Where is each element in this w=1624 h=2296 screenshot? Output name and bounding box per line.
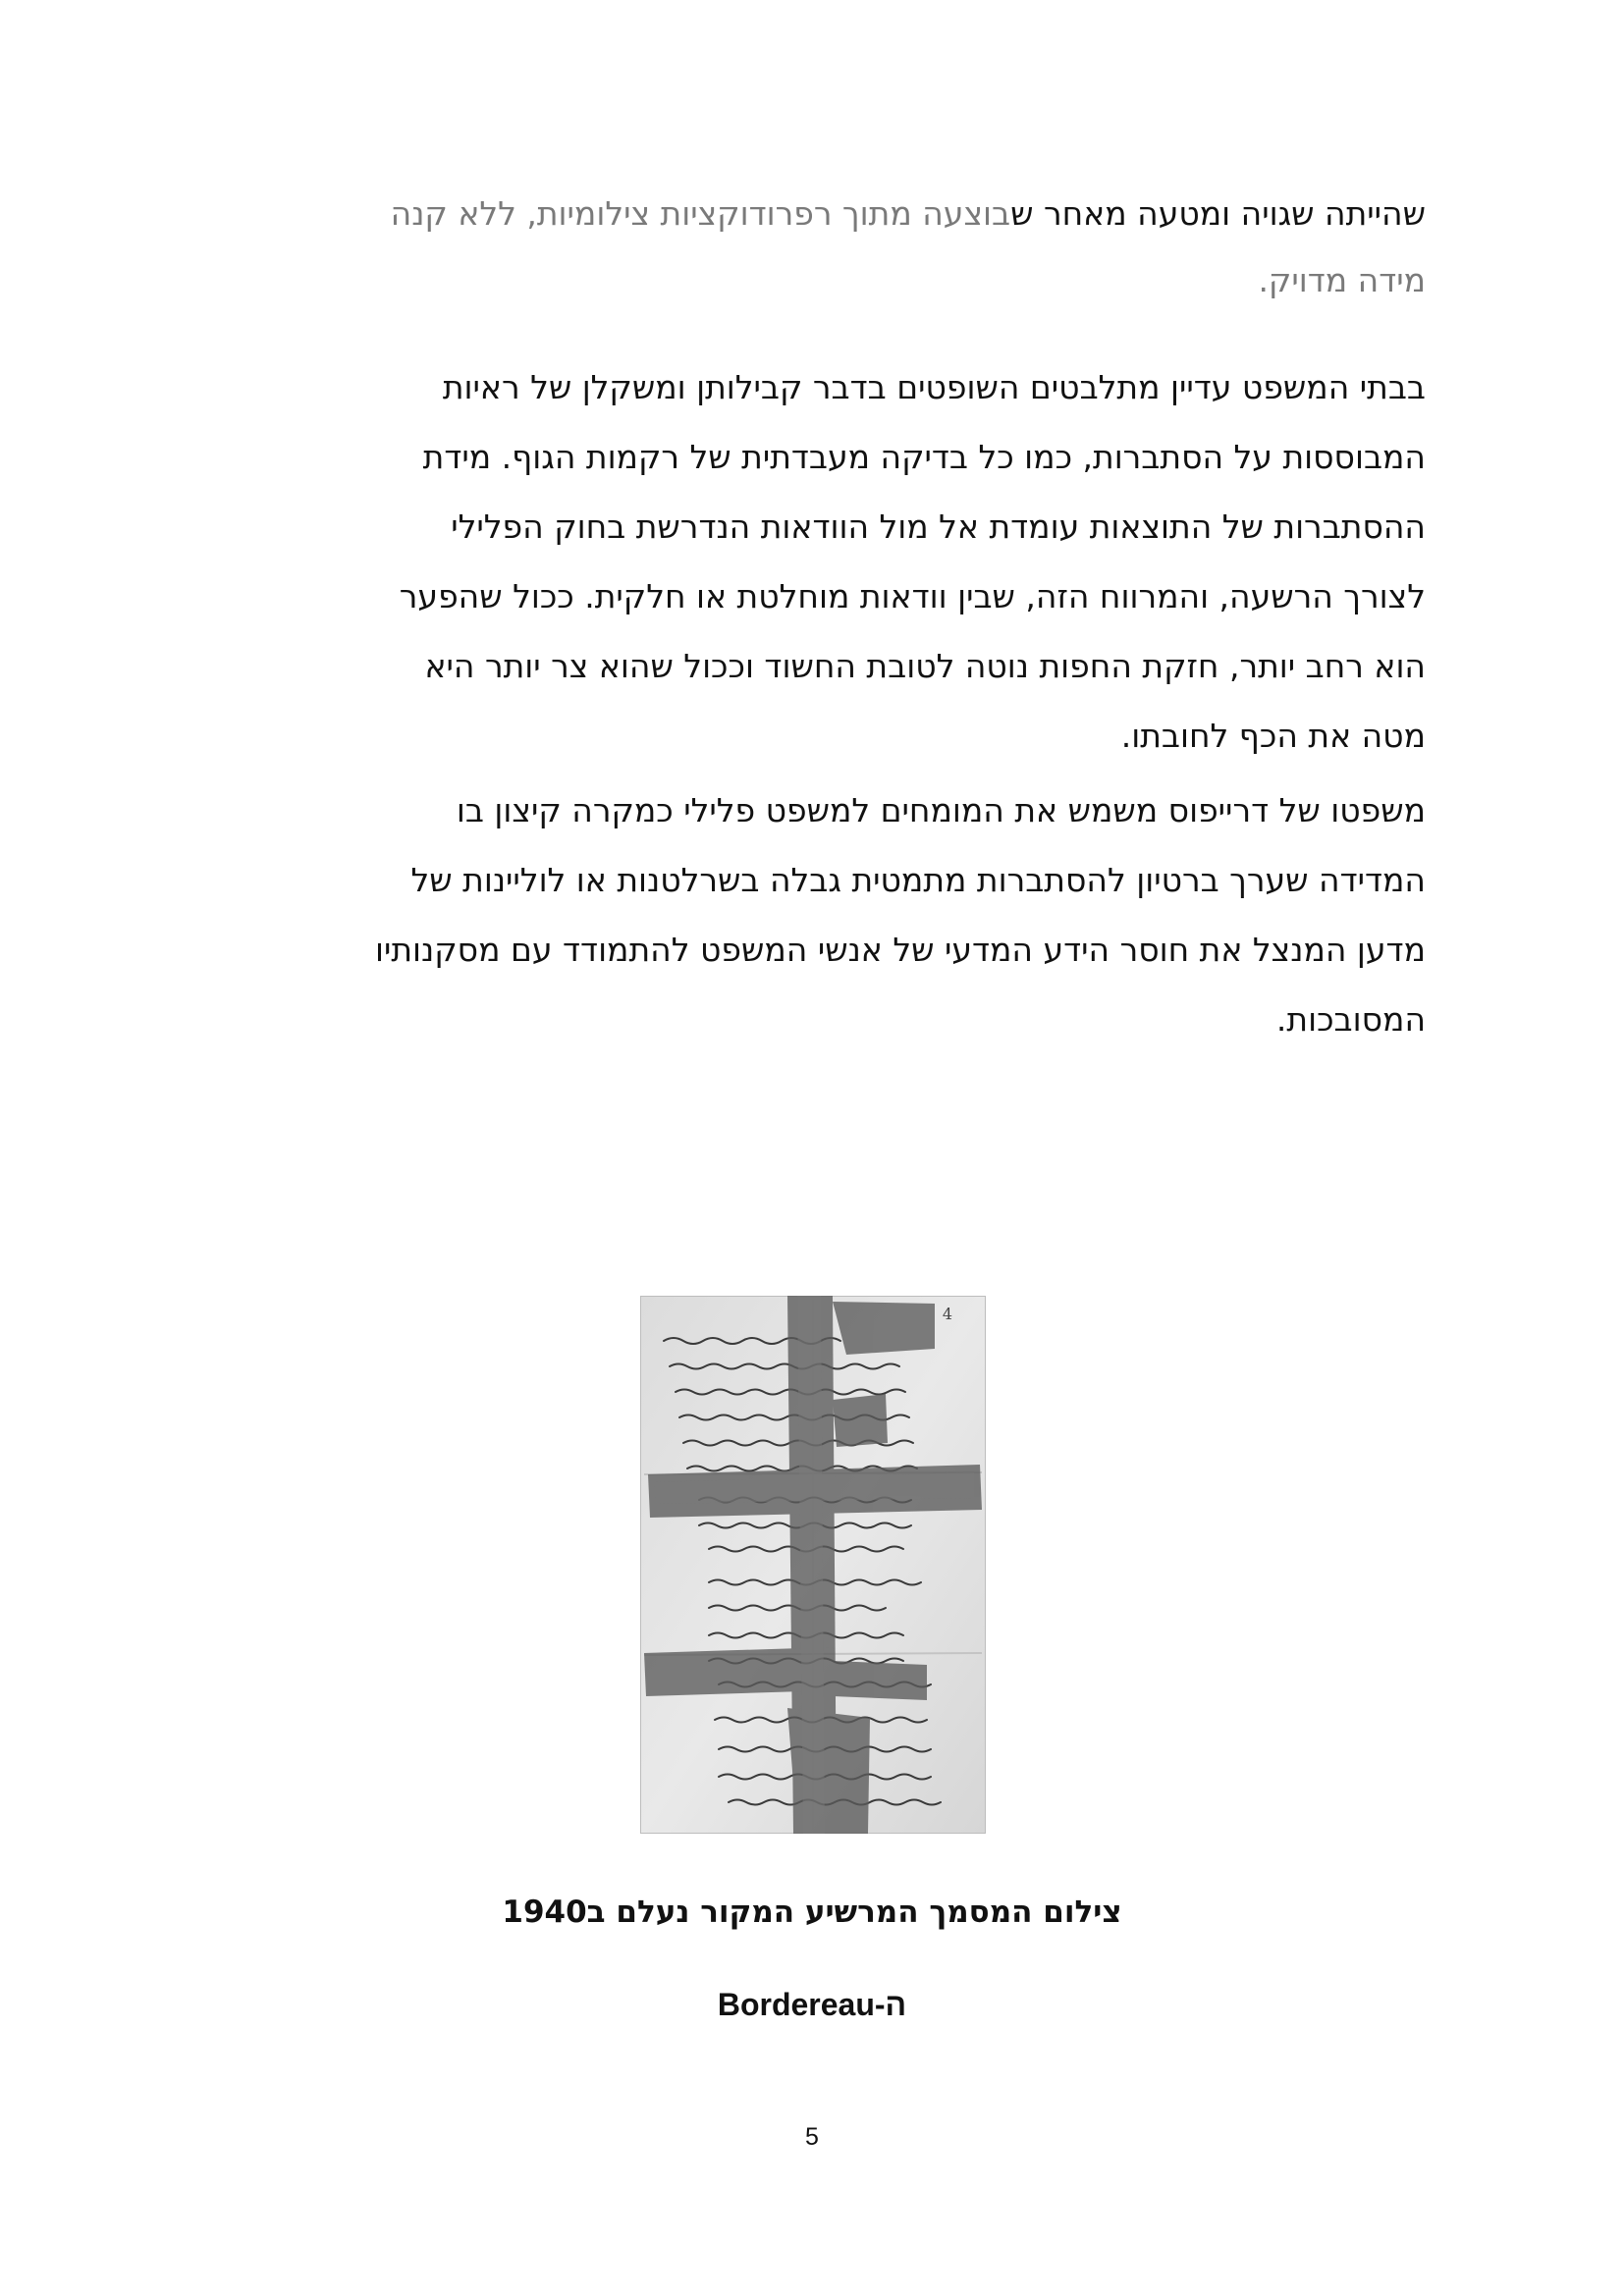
paragraph-probability [196, 352, 1426, 771]
paragraph-dreyfus [196, 775, 1426, 1054]
intro-line-1-gray: בוצעה מתוך רפרודוקציות צילומיות, ללא קנה [390, 194, 1011, 233]
paragraph-line: בבתי המשפט עדיין מתלבטים השופטים בדבר קבילותן ומשקלן של ראיות [442, 368, 1426, 406]
intro-paragraph [196, 181, 1426, 314]
paragraph-line: המדידה שערך ברטיון להסתברות מתמטית גבלה בשרלטנות או לוליינות של [410, 861, 1426, 899]
figure-caption: צילום המסמך המרשיע המקור נעלם ב1940 [502, 1895, 1122, 1930]
paragraph-line: לצורך הרשעה, והמרווח הזה, שבין וודאות מוחלטת או חלקית. ככול שהפער [399, 577, 1426, 615]
intro-line-2: מידה מדויק. [1258, 261, 1426, 299]
paragraph-line: ההסתברות של התוצאות עומדת אל מול הוודאות הנדרשת בחוק הפלילי [451, 507, 1426, 546]
paragraph-line: הוא רחב יותר, חזקת החפות נוטה לטובת החשוד וככול שהוא צר יותר היא [424, 647, 1426, 685]
intro-line-1 [196, 181, 1426, 247]
intro-line-1-dark: שהייתה שגויה ומטעה מאחר ש [1010, 194, 1426, 233]
bordereau-photo-image [640, 1296, 986, 1834]
page-number: 5 [805, 2123, 819, 2151]
paragraph-line: מטה את הכף לחובתו. [1120, 717, 1426, 755]
paragraph-line: מדען המנצל את חוסר הידע המדעי של אנשי המשפט להתמודד עם מסקנותיו [375, 931, 1426, 969]
bordereau-photo [640, 1296, 986, 1834]
paragraph-line: המבוססות על הסתברות, כמו כל בדיקה מעבדתית של רקמות הגוף. מידת [422, 438, 1426, 476]
figure-caption-title: ה-Bordereau [717, 1987, 907, 2022]
paragraph-line: המסובכות. [1275, 1000, 1426, 1039]
paragraph-line: משפטו של דרייפוס משמש את המומחים למשפט פלילי כמקרה קיצון בו [456, 791, 1426, 829]
svg-text:4: 4 [942, 1305, 952, 1323]
